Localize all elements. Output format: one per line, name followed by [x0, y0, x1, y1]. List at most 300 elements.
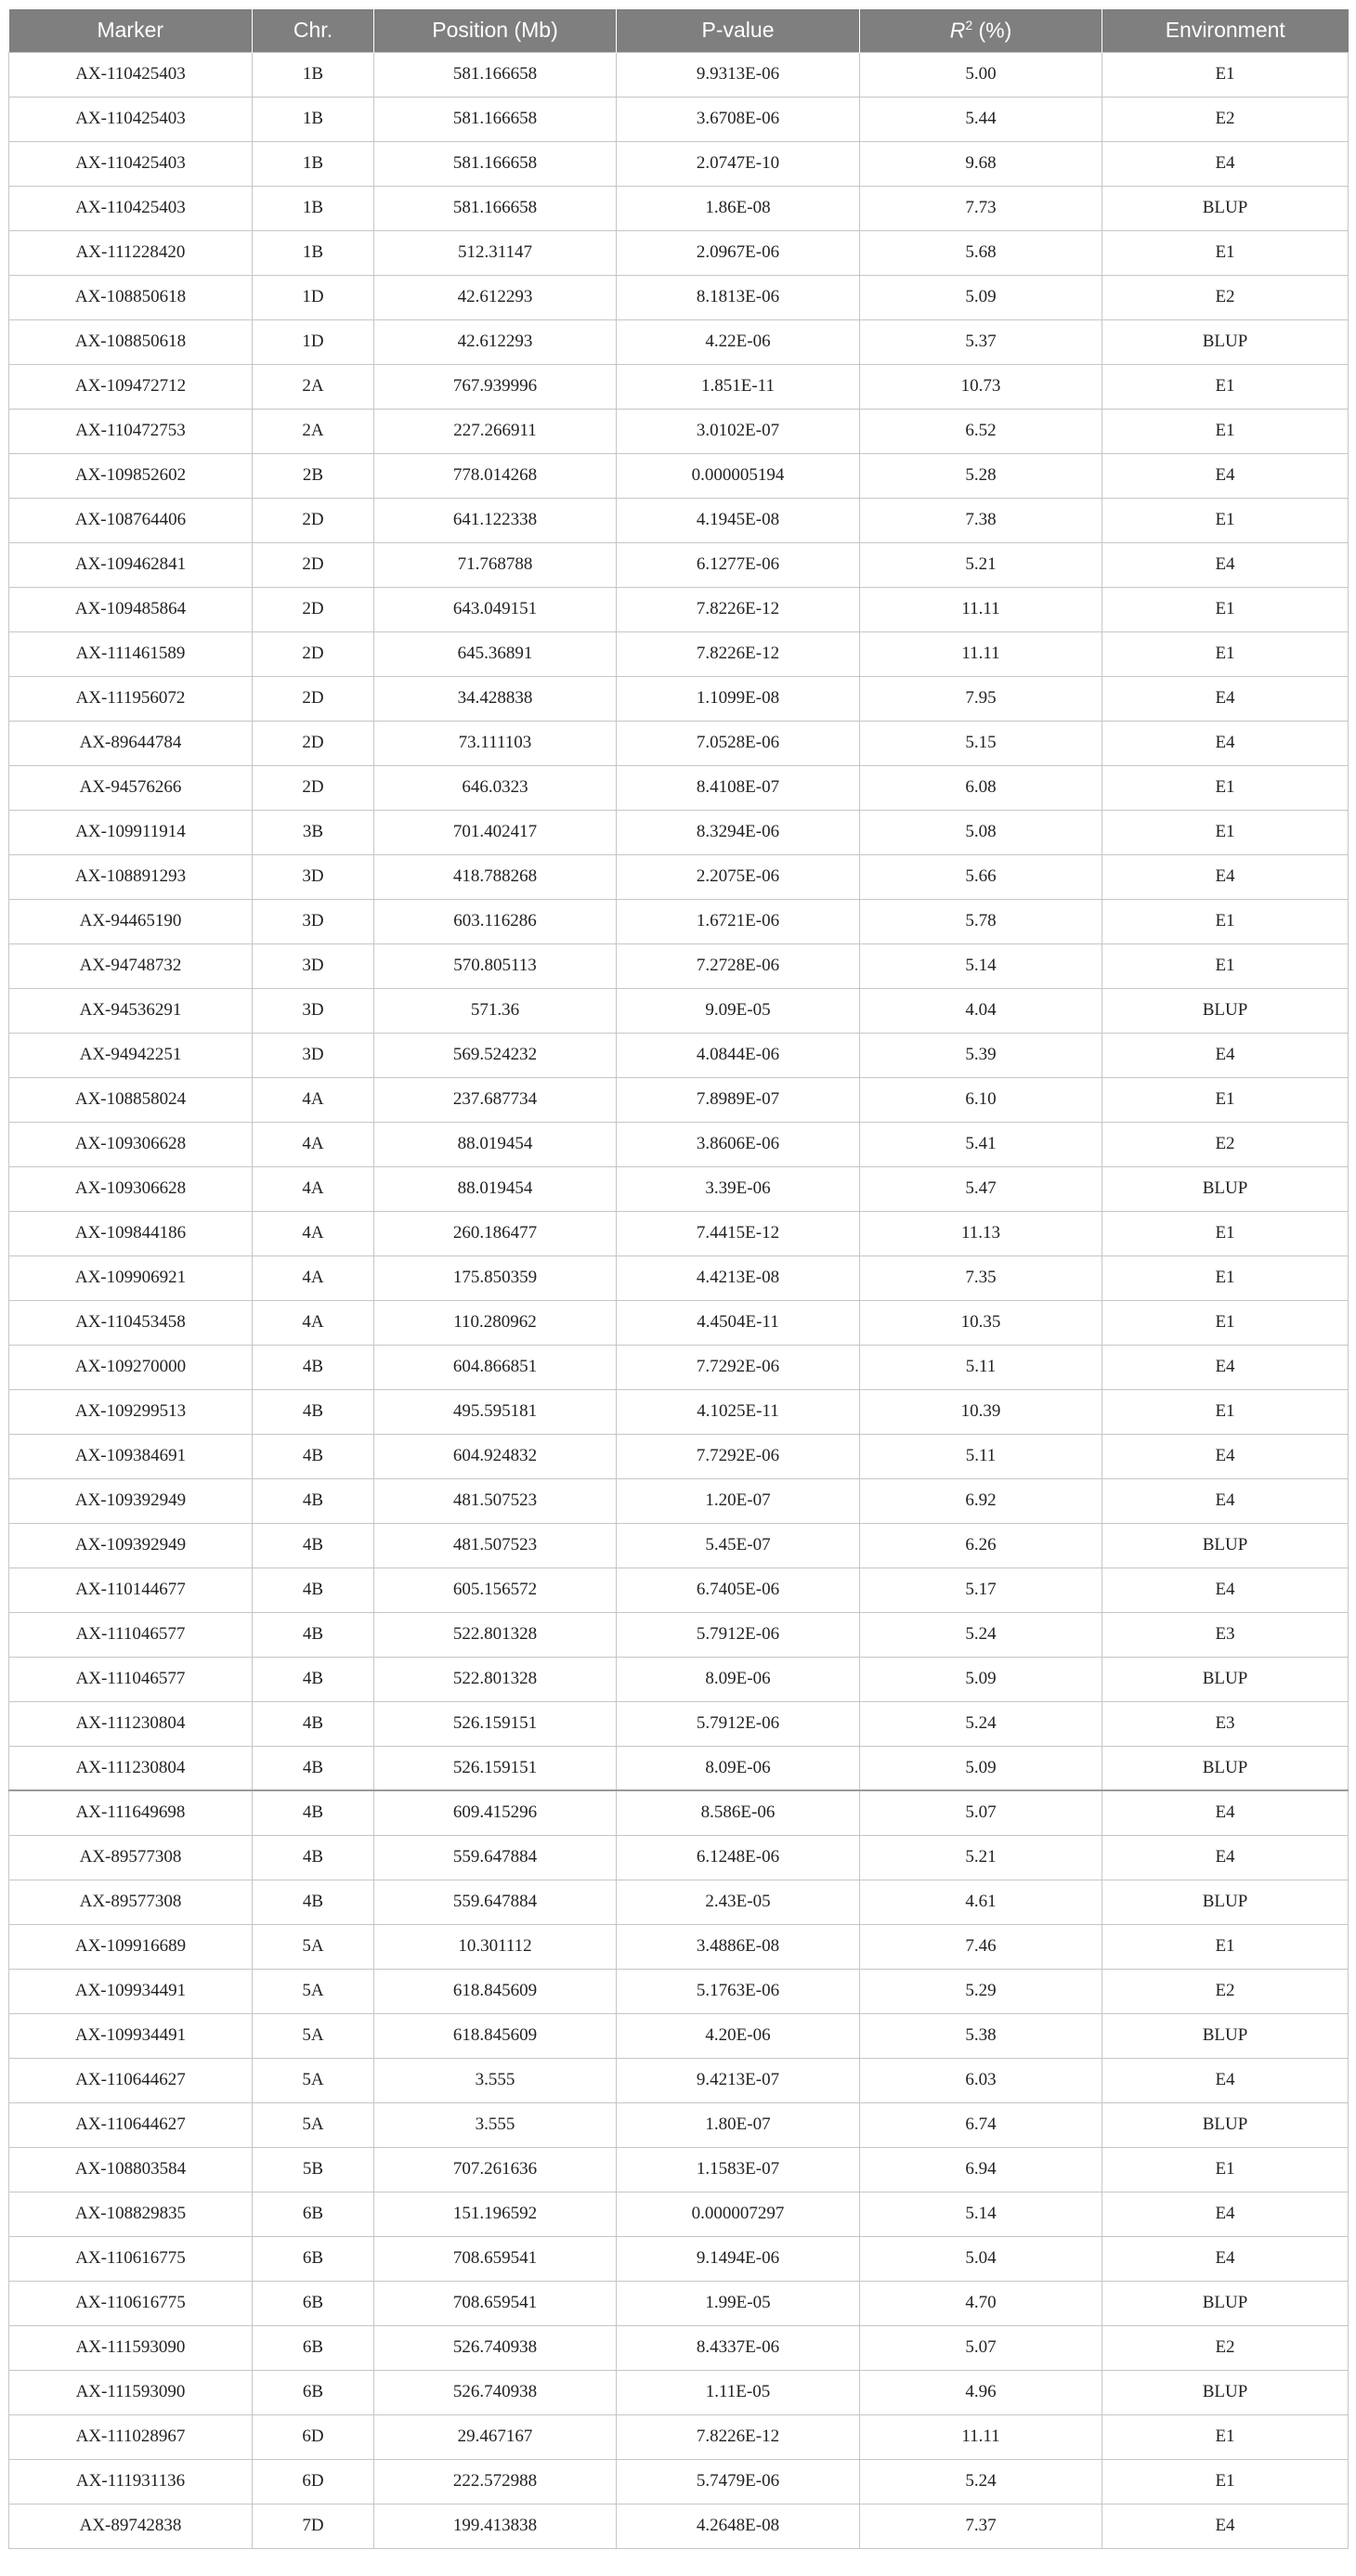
cell-position: 646.0323	[374, 765, 617, 810]
cell-position: 526.159151	[374, 1701, 617, 1746]
cell-position: 581.166658	[374, 97, 617, 141]
cell-position: 559.647884	[374, 1835, 617, 1880]
cell-r2: 5.38	[860, 2013, 1102, 2058]
cell-marker: AX-111593090	[9, 2370, 253, 2414]
cell-environment: BLUP	[1102, 988, 1349, 1033]
cell-chr: 4B	[253, 1434, 374, 1478]
cell-environment: E4	[1102, 1835, 1349, 1880]
cell-marker: AX-94942251	[9, 1033, 253, 1077]
cell-position: 581.166658	[374, 186, 617, 230]
cell-r2: 7.35	[860, 1255, 1102, 1300]
cell-position: 569.524232	[374, 1033, 617, 1077]
cell-pvalue: 1.11E-05	[617, 2370, 860, 2414]
cell-position: 42.612293	[374, 275, 617, 319]
cell-pvalue: 0.000005194	[617, 453, 860, 498]
cell-pvalue: 4.2648E-08	[617, 2504, 860, 2548]
cell-environment: E4	[1102, 1790, 1349, 1835]
marker-table-container	[8, 9, 1348, 2549]
cell-r2: 7.95	[860, 676, 1102, 721]
table-row	[9, 364, 1349, 409]
cell-marker: AX-109916689	[9, 1924, 253, 1969]
cell-chr: 2D	[253, 631, 374, 676]
cell-chr: 6B	[253, 2192, 374, 2236]
cell-chr: 4A	[253, 1255, 374, 1300]
cell-pvalue: 5.7912E-06	[617, 1612, 860, 1657]
cell-pvalue: 1.851E-11	[617, 364, 860, 409]
cell-chr: 1B	[253, 230, 374, 275]
cell-pvalue: 8.4337E-06	[617, 2325, 860, 2370]
cell-r2: 10.39	[860, 1389, 1102, 1434]
cell-marker: AX-89577308	[9, 1880, 253, 1924]
cell-marker: AX-109844186	[9, 1211, 253, 1255]
cell-r2: 5.28	[860, 453, 1102, 498]
cell-marker: AX-110644627	[9, 2058, 253, 2102]
table-row	[9, 2281, 1349, 2325]
cell-marker: AX-110425403	[9, 52, 253, 97]
cell-r2: 5.09	[860, 1746, 1102, 1790]
table-row	[9, 810, 1349, 854]
cell-chr: 1B	[253, 97, 374, 141]
cell-position: 110.280962	[374, 1300, 617, 1345]
cell-chr: 4B	[253, 1389, 374, 1434]
cell-pvalue: 0.000007297	[617, 2192, 860, 2236]
table-row	[9, 988, 1349, 1033]
table-row	[9, 498, 1349, 542]
cell-marker: AX-108891293	[9, 854, 253, 899]
table-row	[9, 1790, 1349, 1835]
table-body	[9, 52, 1349, 2548]
cell-marker: AX-111649698	[9, 1790, 253, 1835]
cell-r2: 5.21	[860, 542, 1102, 587]
cell-position: 707.261636	[374, 2147, 617, 2192]
cell-environment: E2	[1102, 1122, 1349, 1166]
cell-environment: BLUP	[1102, 2102, 1349, 2147]
cell-environment: BLUP	[1102, 186, 1349, 230]
cell-pvalue: 3.0102E-07	[617, 409, 860, 453]
cell-r2: 6.26	[860, 1523, 1102, 1568]
cell-chr: 4B	[253, 1657, 374, 1701]
cell-marker: AX-89742838	[9, 2504, 253, 2548]
cell-r2: 6.03	[860, 2058, 1102, 2102]
cell-pvalue: 1.99E-05	[617, 2281, 860, 2325]
cell-environment: E1	[1102, 2147, 1349, 2192]
cell-r2: 7.37	[860, 2504, 1102, 2548]
cell-r2: 6.08	[860, 765, 1102, 810]
cell-r2: 5.44	[860, 97, 1102, 141]
cell-position: 71.768788	[374, 542, 617, 587]
table-row	[9, 1077, 1349, 1122]
cell-pvalue: 3.4886E-08	[617, 1924, 860, 1969]
cell-position: 526.740938	[374, 2325, 617, 2370]
cell-pvalue: 7.4415E-12	[617, 1211, 860, 1255]
table-row	[9, 1033, 1349, 1077]
cell-pvalue: 1.1099E-08	[617, 676, 860, 721]
cell-pvalue: 2.43E-05	[617, 1880, 860, 1924]
table-row	[9, 899, 1349, 943]
cell-position: 522.801328	[374, 1657, 617, 1701]
cell-position: 570.805113	[374, 943, 617, 988]
cell-chr: 4B	[253, 1612, 374, 1657]
cell-position: 571.36	[374, 988, 617, 1033]
table-row	[9, 1657, 1349, 1701]
cell-marker: AX-108850618	[9, 319, 253, 364]
marker-table	[8, 9, 1349, 2549]
cell-r2: 5.47	[860, 1166, 1102, 1211]
cell-chr: 4B	[253, 1835, 374, 1880]
table-row	[9, 1701, 1349, 1746]
table-row	[9, 587, 1349, 631]
table-row	[9, 2058, 1349, 2102]
cell-marker: AX-111593090	[9, 2325, 253, 2370]
table-row	[9, 2325, 1349, 2370]
cell-chr: 1D	[253, 319, 374, 364]
cell-pvalue: 7.8226E-12	[617, 587, 860, 631]
table-row	[9, 765, 1349, 810]
cell-chr: 2A	[253, 409, 374, 453]
table-row	[9, 453, 1349, 498]
table-row	[9, 275, 1349, 319]
cell-pvalue: 4.22E-06	[617, 319, 860, 364]
table-row	[9, 186, 1349, 230]
cell-environment: E1	[1102, 1077, 1349, 1122]
cell-pvalue: 2.0747E-10	[617, 141, 860, 186]
cell-environment: E1	[1102, 364, 1349, 409]
cell-r2: 5.29	[860, 1969, 1102, 2013]
cell-r2: 5.78	[860, 899, 1102, 943]
cell-chr: 4B	[253, 1790, 374, 1835]
cell-position: 641.122338	[374, 498, 617, 542]
cell-position: 3.555	[374, 2102, 617, 2147]
cell-marker: AX-110425403	[9, 186, 253, 230]
cell-marker: AX-109934491	[9, 1969, 253, 2013]
cell-marker: AX-111230804	[9, 1701, 253, 1746]
cell-r2: 5.24	[860, 2459, 1102, 2504]
table-row	[9, 97, 1349, 141]
cell-marker: AX-110453458	[9, 1300, 253, 1345]
cell-position: 581.166658	[374, 52, 617, 97]
cell-pvalue: 5.7912E-06	[617, 1701, 860, 1746]
cell-marker: AX-109270000	[9, 1345, 253, 1389]
cell-position: 708.659541	[374, 2236, 617, 2281]
cell-position: 618.845609	[374, 2013, 617, 2058]
cell-environment: E1	[1102, 52, 1349, 97]
cell-chr: 4A	[253, 1300, 374, 1345]
cell-environment: E1	[1102, 2459, 1349, 2504]
table-row	[9, 1478, 1349, 1523]
cell-marker: AX-111230804	[9, 1746, 253, 1790]
cell-marker: AX-108858024	[9, 1077, 253, 1122]
cell-chr: 4B	[253, 1523, 374, 1568]
cell-chr: 1B	[253, 186, 374, 230]
cell-environment: E4	[1102, 1434, 1349, 1478]
cell-chr: 4B	[253, 1880, 374, 1924]
cell-environment: E1	[1102, 1300, 1349, 1345]
cell-r2: 5.04	[860, 2236, 1102, 2281]
cell-pvalue: 4.4213E-08	[617, 1255, 860, 1300]
cell-r2: 5.15	[860, 721, 1102, 765]
cell-position: 88.019454	[374, 1166, 617, 1211]
cell-environment: E1	[1102, 409, 1349, 453]
cell-environment: E1	[1102, 230, 1349, 275]
cell-pvalue: 7.2728E-06	[617, 943, 860, 988]
cell-marker: AX-109485864	[9, 587, 253, 631]
cell-r2: 10.35	[860, 1300, 1102, 1345]
cell-position: 643.049151	[374, 587, 617, 631]
cell-position: 151.196592	[374, 2192, 617, 2236]
cell-chr: 2D	[253, 542, 374, 587]
cell-r2: 6.92	[860, 1478, 1102, 1523]
cell-pvalue: 7.7292E-06	[617, 1434, 860, 1478]
table-row	[9, 676, 1349, 721]
cell-position: 227.266911	[374, 409, 617, 453]
cell-environment: BLUP	[1102, 1746, 1349, 1790]
cell-r2: 5.17	[860, 1568, 1102, 1612]
cell-pvalue: 5.7479E-06	[617, 2459, 860, 2504]
table-row	[9, 1835, 1349, 1880]
cell-r2: 4.04	[860, 988, 1102, 1033]
cell-environment: E4	[1102, 141, 1349, 186]
table-row	[9, 2370, 1349, 2414]
cell-r2: 5.08	[860, 810, 1102, 854]
table-row	[9, 2504, 1349, 2548]
cell-chr: 1D	[253, 275, 374, 319]
cell-marker: AX-110144677	[9, 1568, 253, 1612]
cell-r2: 11.11	[860, 587, 1102, 631]
cell-environment: E2	[1102, 2325, 1349, 2370]
table-row	[9, 1434, 1349, 1478]
cell-environment: BLUP	[1102, 1657, 1349, 1701]
cell-chr: 4A	[253, 1077, 374, 1122]
cell-chr: 6B	[253, 2325, 374, 2370]
cell-r2: 5.09	[860, 275, 1102, 319]
cell-r2: 5.00	[860, 52, 1102, 97]
cell-chr: 3B	[253, 810, 374, 854]
cell-position: 3.555	[374, 2058, 617, 2102]
cell-position: 701.402417	[374, 810, 617, 854]
cell-environment: E4	[1102, 1033, 1349, 1077]
cell-pvalue: 8.586E-06	[617, 1790, 860, 1835]
cell-pvalue: 6.1277E-06	[617, 542, 860, 587]
header-chr: Chr.	[253, 9, 374, 52]
cell-r2: 5.68	[860, 230, 1102, 275]
cell-chr: 4A	[253, 1122, 374, 1166]
cell-position: 495.595181	[374, 1389, 617, 1434]
table-row	[9, 1166, 1349, 1211]
cell-position: 581.166658	[374, 141, 617, 186]
cell-chr: 5A	[253, 1969, 374, 2013]
header-marker: Marker	[9, 9, 253, 52]
cell-chr: 2D	[253, 498, 374, 542]
cell-pvalue: 5.45E-07	[617, 1523, 860, 1568]
cell-environment: E4	[1102, 676, 1349, 721]
table-row	[9, 2102, 1349, 2147]
table-row	[9, 319, 1349, 364]
table-row	[9, 1122, 1349, 1166]
header-row	[9, 9, 1349, 52]
cell-r2: 5.66	[860, 854, 1102, 899]
cell-marker: AX-110616775	[9, 2281, 253, 2325]
cell-marker: AX-108829835	[9, 2192, 253, 2236]
cell-chr: 5A	[253, 1924, 374, 1969]
cell-r2: 7.38	[860, 498, 1102, 542]
cell-pvalue: 1.80E-07	[617, 2102, 860, 2147]
cell-environment: E1	[1102, 631, 1349, 676]
table-row	[9, 2192, 1349, 2236]
table-row	[9, 943, 1349, 988]
cell-marker: AX-109934491	[9, 2013, 253, 2058]
header-environment: Environment	[1102, 9, 1349, 52]
table-row	[9, 2013, 1349, 2058]
cell-pvalue: 6.1248E-06	[617, 1835, 860, 1880]
cell-position: 73.111103	[374, 721, 617, 765]
cell-pvalue: 6.7405E-06	[617, 1568, 860, 1612]
cell-position: 222.572988	[374, 2459, 617, 2504]
cell-pvalue: 7.8226E-12	[617, 2414, 860, 2459]
header-pvalue: P-value	[617, 9, 860, 52]
cell-position: 526.740938	[374, 2370, 617, 2414]
header-r2-sup: 2	[965, 17, 973, 33]
cell-chr: 5A	[253, 2058, 374, 2102]
cell-pvalue: 4.0844E-06	[617, 1033, 860, 1077]
cell-chr: 6B	[253, 2236, 374, 2281]
cell-marker: AX-108850618	[9, 275, 253, 319]
cell-environment: E1	[1102, 2414, 1349, 2459]
cell-r2: 11.11	[860, 2414, 1102, 2459]
cell-pvalue: 9.09E-05	[617, 988, 860, 1033]
cell-r2: 7.73	[860, 186, 1102, 230]
cell-marker: AX-89644784	[9, 721, 253, 765]
cell-marker: AX-111028967	[9, 2414, 253, 2459]
cell-position: 604.866851	[374, 1345, 617, 1389]
cell-pvalue: 3.8606E-06	[617, 1122, 860, 1166]
cell-position: 778.014268	[374, 453, 617, 498]
cell-r2: 5.41	[860, 1122, 1102, 1166]
cell-marker: AX-110472753	[9, 409, 253, 453]
cell-marker: AX-94748732	[9, 943, 253, 988]
table-row	[9, 2459, 1349, 2504]
cell-marker: AX-109462841	[9, 542, 253, 587]
table-row	[9, 721, 1349, 765]
cell-chr: 6D	[253, 2414, 374, 2459]
cell-environment: E2	[1102, 275, 1349, 319]
cell-pvalue: 1.1583E-07	[617, 2147, 860, 2192]
cell-position: 42.612293	[374, 319, 617, 364]
cell-environment: E1	[1102, 587, 1349, 631]
cell-environment: E4	[1102, 721, 1349, 765]
cell-environment: E3	[1102, 1701, 1349, 1746]
cell-chr: 1B	[253, 52, 374, 97]
cell-environment: E4	[1102, 1345, 1349, 1389]
cell-environment: BLUP	[1102, 2013, 1349, 2058]
cell-position: 199.413838	[374, 2504, 617, 2548]
table-row	[9, 1568, 1349, 1612]
cell-environment: E3	[1102, 1612, 1349, 1657]
table-row	[9, 1523, 1349, 1568]
cell-r2: 6.10	[860, 1077, 1102, 1122]
cell-marker: AX-108803584	[9, 2147, 253, 2192]
cell-environment: E4	[1102, 542, 1349, 587]
cell-environment: E2	[1102, 97, 1349, 141]
cell-environment: BLUP	[1102, 1166, 1349, 1211]
table-row	[9, 1255, 1349, 1300]
cell-position: 237.687734	[374, 1077, 617, 1122]
header-r2-suffix: (%)	[972, 18, 1012, 43]
cell-environment: E4	[1102, 453, 1349, 498]
cell-position: 645.36891	[374, 631, 617, 676]
cell-environment: E4	[1102, 1478, 1349, 1523]
cell-environment: E4	[1102, 854, 1349, 899]
cell-marker: AX-109472712	[9, 364, 253, 409]
cell-r2: 11.13	[860, 1211, 1102, 1255]
cell-marker: AX-109384691	[9, 1434, 253, 1478]
cell-position: 603.116286	[374, 899, 617, 943]
cell-pvalue: 5.1763E-06	[617, 1969, 860, 2013]
cell-environment: BLUP	[1102, 1880, 1349, 1924]
table-row	[9, 141, 1349, 186]
cell-environment: E1	[1102, 943, 1349, 988]
cell-pvalue: 8.4108E-07	[617, 765, 860, 810]
cell-environment: E1	[1102, 765, 1349, 810]
cell-position: 522.801328	[374, 1612, 617, 1657]
cell-r2: 6.74	[860, 2102, 1102, 2147]
cell-position: 29.467167	[374, 2414, 617, 2459]
table-row	[9, 631, 1349, 676]
header-position: Position (Mb)	[374, 9, 617, 52]
cell-marker: AX-110644627	[9, 2102, 253, 2147]
cell-position: 708.659541	[374, 2281, 617, 2325]
cell-pvalue: 2.0967E-06	[617, 230, 860, 275]
cell-r2: 5.14	[860, 943, 1102, 988]
cell-environment: E2	[1102, 1969, 1349, 2013]
cell-marker: AX-110616775	[9, 2236, 253, 2281]
cell-r2: 4.96	[860, 2370, 1102, 2414]
cell-environment: E1	[1102, 498, 1349, 542]
cell-pvalue: 4.1025E-11	[617, 1389, 860, 1434]
cell-position: 418.788268	[374, 854, 617, 899]
cell-pvalue: 8.09E-06	[617, 1746, 860, 1790]
cell-position: 605.156572	[374, 1568, 617, 1612]
table-row	[9, 1924, 1349, 1969]
cell-environment: BLUP	[1102, 2370, 1349, 2414]
cell-r2: 5.09	[860, 1657, 1102, 1701]
cell-chr: 3D	[253, 943, 374, 988]
cell-pvalue: 8.3294E-06	[617, 810, 860, 854]
table-row	[9, 230, 1349, 275]
cell-environment: E4	[1102, 2236, 1349, 2281]
cell-pvalue: 1.6721E-06	[617, 899, 860, 943]
cell-position: 512.31147	[374, 230, 617, 275]
cell-marker: AX-94536291	[9, 988, 253, 1033]
cell-environment: E4	[1102, 1568, 1349, 1612]
header-r2	[860, 9, 1102, 52]
cell-position: 609.415296	[374, 1790, 617, 1835]
cell-marker: AX-89577308	[9, 1835, 253, 1880]
cell-r2: 10.73	[860, 364, 1102, 409]
cell-r2: 5.11	[860, 1345, 1102, 1389]
cell-r2: 11.11	[860, 631, 1102, 676]
table-row	[9, 1345, 1349, 1389]
cell-pvalue: 7.8226E-12	[617, 631, 860, 676]
cell-position: 767.939996	[374, 364, 617, 409]
cell-pvalue: 8.09E-06	[617, 1657, 860, 1701]
cell-position: 618.845609	[374, 1969, 617, 2013]
cell-marker: AX-111931136	[9, 2459, 253, 2504]
cell-pvalue: 4.1945E-08	[617, 498, 860, 542]
cell-r2: 5.07	[860, 2325, 1102, 2370]
cell-marker: AX-109911914	[9, 810, 253, 854]
cell-marker: AX-94576266	[9, 765, 253, 810]
cell-chr: 4B	[253, 1345, 374, 1389]
